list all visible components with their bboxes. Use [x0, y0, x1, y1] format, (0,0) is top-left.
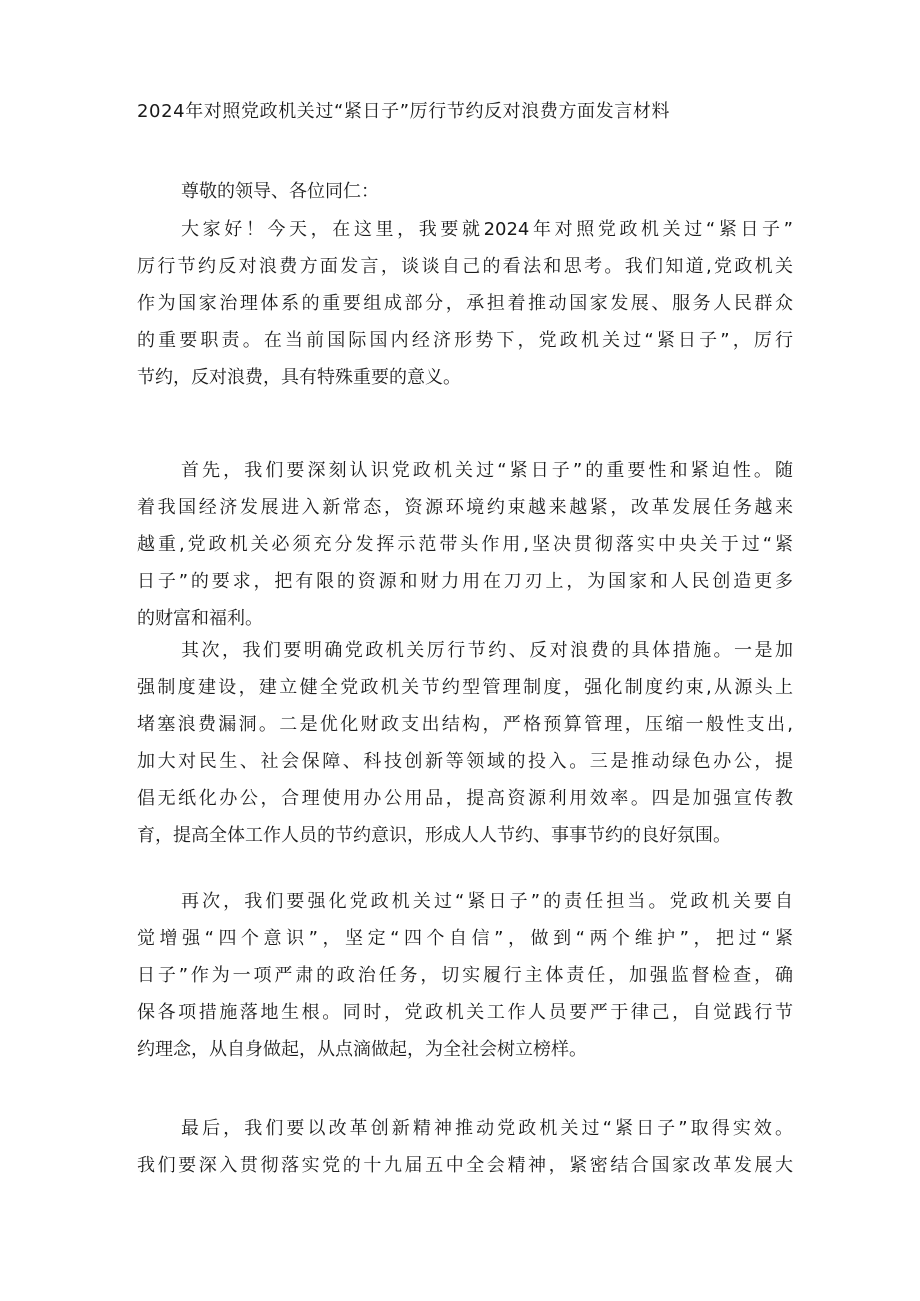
- paragraph-line: 着我国经济发展进入新常态，资源环境约束越来越紧，改革发展任务越来: [137, 497, 793, 518]
- paragraph-line: 大家好！今天，在这里，我要就2024年对照党政机关过“紧日子”: [181, 219, 793, 240]
- paragraph-line: 日子”的要求，把有限的资源和财力用在刀刃上，为国家和人民创造更多: [137, 571, 793, 592]
- greeting-block: [137, 173, 793, 210]
- paragraph-line: 日子”作为一项严肃的政治任务，切实履行主体责任，加强监督检查，确: [137, 965, 793, 986]
- paragraph-line: 再次，我们要强化党政机关过“紧日子”的责任担当。党政机关要自: [181, 891, 793, 912]
- paragraph-line: 越重,党政机关必须充分发挥示范带头作用,坚决贯彻落实中央关于过“紧: [137, 534, 793, 555]
- paragraph-line: 首先，我们要深刻认识党政机关过“紧日子”的重要性和紧迫性。随: [181, 460, 793, 481]
- paragraph-1: [137, 211, 793, 396]
- paragraph-line: 堵塞浪费漏洞。二是优化财政支出结构，严格预算管理，压缩一般性支出,: [137, 714, 793, 735]
- paragraph-2: [137, 452, 793, 637]
- document-title: 2024年对照党政机关过“紧日子”厉行节约反对浪费方面发言材料: [137, 101, 671, 122]
- greeting-line: 尊敬的领导、各位同仁：: [181, 181, 379, 202]
- paragraph-line: 约理念，从自身做起，从点滴做起，为全社会树立榜样。: [137, 1039, 587, 1060]
- paragraph-5: [137, 1110, 793, 1184]
- paragraph-line: 的重要职责。在当前国际国内经济形势下，党政机关过“紧日子”，厉行: [137, 330, 793, 351]
- paragraph-line: 的财富和福利。: [137, 608, 263, 629]
- paragraph-line: 倡无纸化办公，合理使用办公用品，提高资源利用效率。四是加强宣传教: [137, 788, 793, 809]
- paragraph-line: 节约，反对浪费，具有特殊重要的意义。: [137, 367, 461, 388]
- paragraph-3: [137, 632, 793, 854]
- paragraph-line: 我们要深入贯彻落实党的十九届五中全会精神，紧密结合国家改革发展大: [137, 1155, 793, 1176]
- paragraph-line: 作为国家治理体系的重要组成部分，承担着推动国家发展、服务人民群众: [137, 293, 793, 314]
- paragraph-line: 厉行节约反对浪费方面发言，谈谈自己的看法和思考。我们知道,党政机关: [137, 256, 793, 277]
- paragraph-line: 加大对民生、社会保障、科技创新等领域的投入。三是推动绿色办公，提: [137, 751, 793, 772]
- paragraph-line: 觉增强“四个意识”，坚定“四个自信”，做到“两个维护”，把过“紧: [137, 928, 793, 949]
- paragraph-line: 其次，我们要明确党政机关厉行节约、反对浪费的具体措施。一是加: [181, 640, 793, 661]
- paragraph-line: 保各项措施落地生根。同时，党政机关工作人员要严于律己，自觉践行节: [137, 1002, 793, 1023]
- paragraph-line: 最后，我们要以改革创新精神推动党政机关过“紧日子”取得实效。: [181, 1118, 793, 1139]
- paragraph-line: 强制度建设，建立健全党政机关节约型管理制度，强化制度约束,从源头上: [137, 677, 793, 698]
- paragraph-4: [137, 883, 793, 1068]
- paragraph-line: 育，提高全体工作人员的节约意识，形成人人节约、事事节约的良好氛围。: [137, 825, 731, 846]
